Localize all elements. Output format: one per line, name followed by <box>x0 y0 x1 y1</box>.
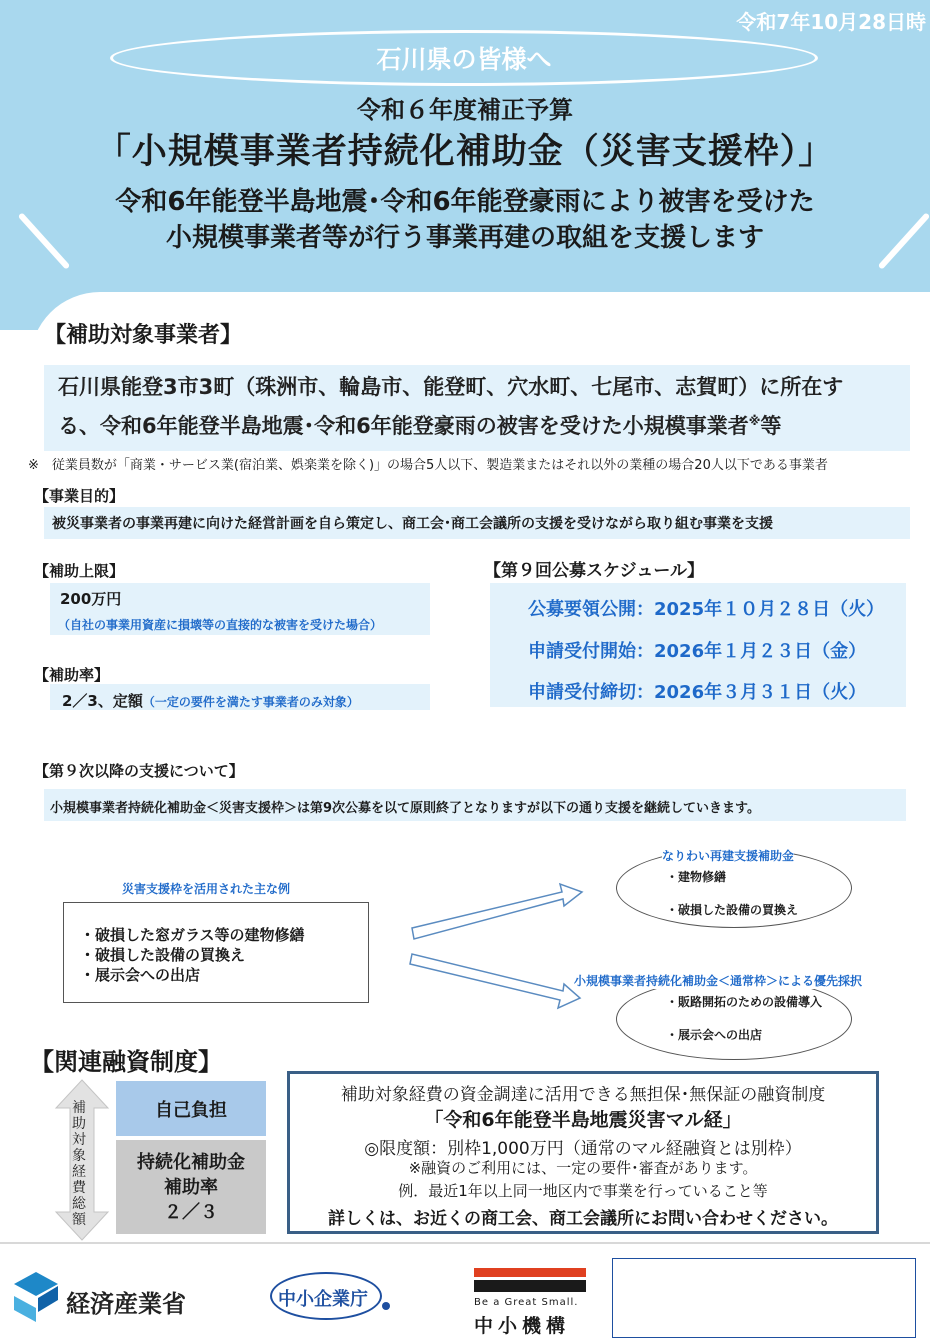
contact-stamp-box <box>612 1258 916 1338</box>
regular-item: ・販路開拓のための設備導入 <box>666 995 823 1009</box>
smrj-logo-icon <box>474 1268 586 1294</box>
target-tail: 等 <box>760 414 782 438</box>
nariwai-item: ・破損した設備の買換え <box>666 903 799 917</box>
subtitle-line: 小規模事業者等が行う事業再建の取組を支援します <box>165 223 764 253</box>
rate-value: 2／3、定額 <box>62 692 143 710</box>
target-footnote: ※ 従業員数が「商業・サービス業(宿泊業、娯楽業を除く)」の場合5人以下、製造業またはそれ以外の業種の場合20人以下である事業者 <box>28 458 828 473</box>
after-text: 小規模事業者持続化補助金＜災害支援枠＞は第9次公募を以て原則終了となりますが以下の通り支援を継続していきます。 <box>50 801 761 816</box>
limit-heading: 【補助上限】 <box>34 562 125 580</box>
examples-label: 災害支援枠を活用された主な例 <box>122 882 291 896</box>
smrj-logo-text: 中小機構 <box>474 1315 571 1337</box>
schedule-heading: 【第９回公募スケジュール】 <box>484 561 704 581</box>
loan-contact: 詳しくは、お近くの商工会、商工会議所にお問い合わせください。 <box>328 1209 838 1229</box>
example-item: ・破損した設備の買換え <box>80 946 246 964</box>
nariwai-item: ・建物修繕 <box>666 870 727 884</box>
page-subtitle <box>0 184 930 256</box>
meti-logo-icon <box>14 1272 60 1322</box>
self-burden-label: 自己負担 <box>155 1100 227 1121</box>
target-text <box>58 370 908 443</box>
rate-note: （一定の要件を満たす事業者のみ対象） <box>142 695 359 709</box>
smrj-tagline: Be a Great Small. <box>474 1297 579 1308</box>
example-item: ・展示会への出店 <box>80 966 201 984</box>
purpose-text: 被災事業者の事業再建に向けた経営計画を自ら策定し、商工会･商工会議所の支援を受けながら取り組む事業を支援 <box>52 516 773 532</box>
rate-text <box>62 690 359 711</box>
regular-item: ・展示会への出店 <box>666 1028 763 1042</box>
target-line: 石川県能登3市3町（珠洲市、輪島市、能登町、穴水町、七尾市、志賀町）に所在す <box>58 375 844 399</box>
footnote-mark: ※ <box>748 414 761 428</box>
page-title: 「小規模事業者持続化補助金（災害支援枠）」 <box>95 132 835 172</box>
arrow-to-nariwai <box>412 884 582 939</box>
chusho-logo-dot <box>382 1302 390 1310</box>
after-heading: 【第９次以降の支援について】 <box>34 762 244 780</box>
budget-label: 令和６年度補正予算 <box>357 96 573 124</box>
regular-oval <box>616 978 852 1060</box>
schedule-row: 公募要領公開：2025年１０月２８日（火） <box>528 599 885 620</box>
loan-example: 例．最近1年以上同一地区内で事業を行っていること等 <box>398 1182 768 1200</box>
regular-label: 小規模事業者持続化補助金＜通常枠＞による優先採択 <box>574 974 863 988</box>
subsidy-line: ２／３ <box>164 1202 218 1223</box>
loan-limit: ◎限度額：別枠1,000万円（通常のマル経融資とは別枠） <box>364 1139 802 1159</box>
nariwai-label: なりわい再建支援補助金 <box>662 849 795 863</box>
loan-intro: 補助対象経費の資金調達に活用できる無担保･無保証の融資制度 <box>340 1085 826 1105</box>
subsidy-line: 補助率 <box>164 1177 218 1198</box>
meti-logo-text: 経済産業省 <box>66 1290 186 1318</box>
subtitle-line: 令和6年能登半島地震･令和6年能登豪雨により被害を受けた <box>115 187 815 217</box>
target-heading: 【補助対象事業者】 <box>44 323 243 348</box>
purpose-heading: 【事業目的】 <box>34 487 125 505</box>
issue-date: 令和7年10月28日時 <box>736 10 926 34</box>
schedule-row: 申請受付開始：2026年１月２３日（金） <box>528 641 867 662</box>
example-item: ・破損した窓ガラス等の建物修繕 <box>80 926 305 944</box>
flow-arrows <box>400 870 620 1030</box>
chusho-logo-text: 中小企業庁 <box>278 1289 368 1310</box>
rate-heading: 【補助率】 <box>34 666 110 684</box>
limit-note: （自社の事業用資産に損壊等の直接的な被害を受けた場合） <box>58 618 383 632</box>
target-line-2 <box>58 404 908 443</box>
subsidy-share-text <box>116 1150 266 1225</box>
loan-name: 「令和6年能登半島地震災害マル経」 <box>424 1109 742 1131</box>
finance-heading: 【関連融資制度】 <box>30 1048 222 1076</box>
limit-amount: 200万円 <box>60 590 122 608</box>
subsidy-line: 持続化補助金 <box>137 1152 245 1173</box>
footer-divider <box>0 1242 930 1244</box>
loan-requirement: ※融資のご利用には、一定の要件･審査があります。 <box>408 1159 758 1177</box>
audience-label: 石川県の皆様へ <box>376 45 552 74</box>
arrow-label: 補助対象経費総額 <box>72 1100 86 1228</box>
arrow-to-regular <box>410 954 580 1008</box>
schedule-row: 申請受付締切：2026年３月３１日（火） <box>528 682 867 703</box>
target-line: る、令和6年能登半島地震･令和6年能登豪雨の被害を受けた小規模事業者 <box>58 414 749 438</box>
